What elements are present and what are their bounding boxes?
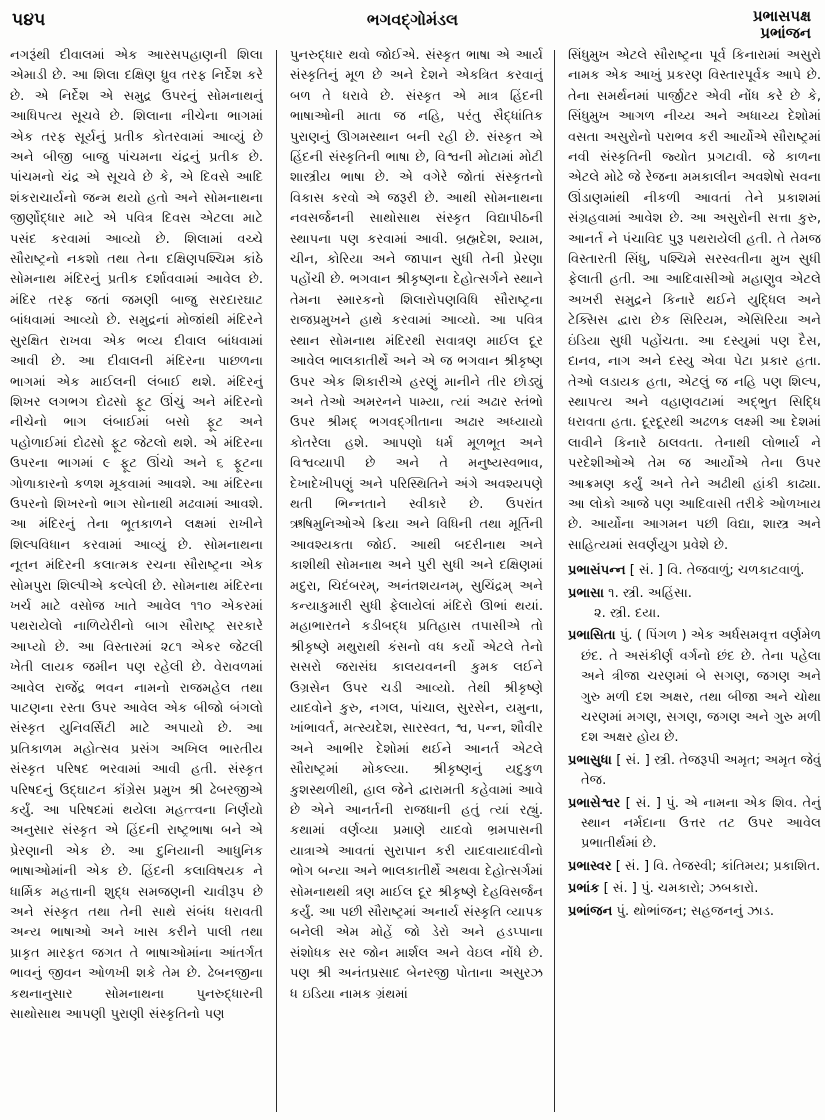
text-column-2 [290,46,543,1116]
entry-definition: ૧. સ્ત્રી. અહિંસા. [608,585,692,601]
column-area [10,46,821,1116]
guide-word-bottom: પ્રભાંજન [760,23,811,42]
dictionary-entry [568,584,821,625]
page-folio-number: ૫૪૫ [12,10,46,30]
entry-headword: પ્રભાસિતા [568,628,616,644]
entry-definition: પું. ( પિંગળ ) એક અર્ધસમવૃત્ત વર્ણમેળ છંદ. તે અસંકીર્ણ વર્ગનો છંદ છે. તેના પહેલા અને ત્રીજા ચરણમાં બે સગણ, જગણ અને ગુરુ મળી દશ અક્ષર, તથા બીજા અને ચોથા ચરણમાં મગણ, સગણ, જગણ અને ગુરુ મળી દશ અક્ષર હોય છે. [581,628,821,746]
entry-headword: પ્રભાસેશ્વર [568,795,621,811]
dictionary-entry [568,879,821,899]
guide-word-top: પ્રભાસપક્ષ [752,7,811,25]
entry-definition: [ સં. ] સ્ત્રી. તેજરૂપી અમૃત; અમૃત જેવું તેજ. [581,752,821,789]
entry-headword: પ્રભાંક [568,881,600,897]
column-divider-rule-2 [554,50,555,1112]
entry-headword: પ્રભાસુધા [568,752,612,768]
dictionary-entry [568,857,821,877]
text-column-1 [10,46,263,1116]
dictionary-entry [568,794,821,855]
entry-headword: પ્રભાંજન [568,903,613,919]
body-paragraph: પુનરુદ્ધાર થવો જોઈએ. સંસ્કૃત ભાષા એ આર્ય સંસ્કૃતિનું મૂળ છે અને દેશને એકત્રિત કરવાનું બળ તે ધરાવે છે. સંસ્કૃત એ માત્ર હિંદની ભાષાઓની માતા જ નહિ, પરંતુ સૈદ્ધાંતિક પુરાણનું ઊગમસ્થાન બની રહી છે. સંસ્કૃત એ હિંદની સંસ્કૃતિની ભાષા છે, વિશ્વની મોટામાં મોટી શાસ્ત્રીય ભાષા છે. એ વગેરે જોતાં સંસ્કૃતનો વિકાસ કરવો એ જરૂરી છે. આથી સોમનાથના નવસર્જનની સાથોસાથ સંસ્કૃત વિદ્યાપીઠની સ્થાપના પણ કરવામાં આવી. બ્રહ્મદેશ, શ્યામ, ચીન, કોરિયા અને જાપાન સુધી તેની પ્રેરણા પહોંચી છે. ભગવાન શ્રીકૃષ્ણના દેહોત્સર્ગને સ્થાને તેમના સ્મારકનો શિલારોપણવિધિ સૌરાષ્ટ્રના રાજપ્રમુખને હાથે કરવામાં આવ્યો. આ પવિત્ર સ્થાન સોમનાથ મંદિરથી સવાત્રણ માઈલ દૂર આવેલ ભાલકાતીર્થે અને એ જ ભગવાન શ્રીકૃષ્ણ ઉપર એક શિકારીએ હરણું માનીને તીર છોડ્યું અને તેઓ અમરનને પામ્યા, ત્યાં અઢાર સ્તંભો ઉપર શ્રીમદ્ ભગવદ્ગીતાના અઢાર અધ્યાયો કોતરેલા હશે. આપણો ધર્મ મૂળભૂત અને વિશ્વવ્યાપી છે અને તે મનુષ્યસ્વભાવ, દેખાદેખીપણું અને પરિસ્થિતિને અંગે અવશ્યપણે થતી ભિન્નતાને સ્વીકારે છે. ઉપરાંત ઋષિમુનિઓએ ક્રિયા અને વિધિની તથા મૂર્તિની આવશ્યકતા જોઈ. આથી બદરીનાથ અને કાશીથી સોમનાથ અને પુરી સુધી અને દક્ષિણમાં મદુરા, ચિદંબરમ્, અનંતશયનમ્, સુચિંદ્રમ્ અને કન્યાકુમારી સુધી ફેલાયેલાં મંદિરો ઊભાં થયાં. મહાભારતને કડીબદ્ધ પ્રતિહાસ તપાસીએ તો શ્રીકૃષ્ણે મથુરાથી કંસનો વધ કર્યો એટલે તેનો સસરો જરાસંઘ કાલયવનની કુમક લઈને ઉગ્રસેન ઉપર ચડી આવ્યો. તેથી શ્રીકૃષ્ણે યાદવોને કુરુ, નગલ, પાંચાલ, સુરસેન, યમુના, ખાંભાવર્ત, મત્સ્યદેશ, સારસ્વત, શ્વ, પન્ન, શૌવીર અને આભીર દેશોમાં થઈને આનર્ત એટલે સૌરાષ્ટ્રમાં મોકલ્યા. શ્રીકૃષ્ણનું યદુકુળ કુશસ્થળીથી, હાલ જેને દ્વારામતી કહેવામાં આવે છે એને આનર્તની રાજધાની હતું ત્યાં રહ્યું. કથામાં વર્ણવ્યા પ્રમાણે યાદવો ભ્રમપાસની યાત્રાએ આવતાં સુરાપાન કરી યાદવાયાદવીનો ભોગ બન્યા અને ભાલકાતીર્થે અથવા દેહોત્સર્ગમાં સોમનાથથી ત્રણ માઈલ દૂર શ્રીકૃષ્ણે દેહવિસર્જન કર્યું. આ પછી સૌરાષ્ટ્રમાં અનાર્ય સંસ્કૃતિ વ્યાપક બનેલી એમ મોહેં જો ડેરો અને હડપ્પાના સંશોધક સર જોન માર્શલ અને વેઇલ નોંધે છે. પણ શ્રી અનંતપ્રસાદ બેનરજી પોતાના અસુરઝ ધ ઇડિયા નામક ગ્રંથમાં [290,48,543,1002]
entry-headword: પ્રભાસ્વર [568,858,612,874]
guide-words [753,8,811,42]
column-divider-rule-1 [276,50,277,1112]
entry-definition: પું. થોભાંજન; સહજનનું ઝાડ. [616,903,775,919]
body-paragraph: સિંધુમુખ એટલે સૌરાષ્ટ્રના પૂર્વ કિનારામાં અસુરો નામક એક આખું પ્રકરણ વિસ્તારપૂર્વક આપે છે. તેના સમર્થનમાં પાર્જીટર એવી નોંધ કરે છે કે, સિંધુમુખ આગળ નીચ્ય અને અધાચ્ય દેશોમાં વસતા અસુરોનો પરાભવ કરી આર્યોએ સૌરાષ્ટ્રમાં નવી સંસ્કૃતિની જ્યોત પ્રગટાવી. જે કાળના એટલે મોઢે જે રેજના મમકાલીન અવશેષો સવના ઊંડાણમાંથી નીકળી આવતાં તેને પ્રકાશમાં સંગ્રહવામાં આવેશ છે. આ અસુરોની સત્તા કુરુ, આનર્ત ને પંચાવિદ પુરૂ પથરાયેલી હતી. તે તેમજ વિસ્તારતી સિંધુ, પશ્ચિમે સરસ્વતીના મુખ સુધી ફેલાતી હતી. આ આદિવાસીઓ મહાણુવ એટલે અખરી સમુદ્રને કિનારે થઈને યુદ્ધિલ અને ટેક્સિસ દ્વારા છેક સિરિયમ, એસિરિયા અને ઇંડિયા સુધી પહોંચતા. આ દસ્યુમાં પણ દૈસ, દાનવ, નાગ અને દસ્યુ એવા પેટા પ્રકાર હતા. તેઓ લડાયક હતા, એટલું જ નહિ પણ શિલ્પ, સ્થાપત્ય અને વહાણવટામાં અદ્ભુત સિદ્ધિ ધરાવતા હતા. દૂરદૂરથી અઢળક લક્ષ્મી આ દેશમાં લાવીને કિનારે ઠાલવતા. તેનાથી લોભાર્ય ને પરદેશીઓએ તેમ જ આર્યોએ તેના ઉપર આક્રમણ કર્યું અને તેને અઢીથી હાંકી કાઢ્યા. આ લોકો આજે પણ આદિવાસી તરીકે ઓળખાય છે. આર્યોના આગમન પછી વિદ્યા, શાસ્ત્ર અને સાહિત્યમાં સવર્ણયુગ પ્રવેશે છે. [568,48,821,553]
dictionary-entry [568,751,821,792]
entry-definition: [ સં. ] વિ. તેજસ્વી; કાંતિમય; પ્રકાશિત. [615,858,821,874]
entry-sense: ૨. સ્ત્રી. દયા. [594,605,661,621]
text-column-3 [568,46,821,1116]
entry-headword: પ્રભાસા [568,585,604,601]
body-paragraph: નગરૂંથી દીવાલમાં એક આરસપહાણની શિલા એમાડી છે. આ શિલા દક્ષિણ ધ્રુવ તરફ નિર્દેશ કરે છે. એ નિર્દેશ એ સમુદ્ર ઉપરનું સોમનાથનું આધિપત્ય સૂચવે છે. શિલાના નીચેના ભાગમાં એક તરફ સૂર્યનું પ્રતીક કોતરવામાં આવ્યું છે અને બીજી બાજુ પાંચમના ચંદ્રનું પ્રતીક છે. પાંચમનો ચંદ્ર એ સૂચવે છે કે, એ દિવસે આદિ શંકરાચાર્યનો જન્મ થયો હતો અને સોમનાથના જીર્ણોદ્ધાર માટે એ પવિત્ર દિવસ એટલા માટે પસંદ કરવામાં આવ્યો છે. શિલામાં વચ્ચે સૌરાષ્ટ્રનો નકશો તથા તેના દક્ષિણપશ્ચિમ કાંઠે સોમનાથ મંદિરનું પ્રતીક દર્શાવવામાં આવેલ છે. મંદિર તરફ જતાં જમણી બાજુ સરદારઘાટ બાંધવામાં આવ્યો છે. સમુદ્રનાં મોજાંથી મંદિરને સુરક્ષિત રાખવા એક ભવ્ય દીવાલ બાંધવામાં આવી છે. આ દીવાલની મંદિરના પાછળના ભાગમાં એક માઈલની લંબાઈ થશે. મંદિરનું શિખર લગભગ દોઢસો ફૂટ ઊંચું અને મંદિરનો નીચેનો ભાગ લંબાઈમાં બસો ફૂટ અને પહોળાઈમાં દોઢસો ફૂટ જેટલો થશે. એ મંદિરના ઉપરના ભાગમાં ૯ ફૂટ ઊંચો અને ૬ ફૂટના ગોળાકારનો કળશ મૂકવામાં આવશે. આ મંદિરના ઉપરનો શિખરનો ભાગ સોનાથી મઢવામાં આવશે. આ મંદિરનું તેના ભૂતકાળને લક્ષમાં રાખીને શિલ્પવિધાન કરવામાં આવ્યું છે. સોમનાથના નૂતન મંદિરની કલાત્મક રચના સૌરાષ્ટ્રના એક સોમપુરા શિલ્પીએ કલ્પેલી છે. સોમનાથ મંદિરના ખર્ચ માટે વસોજ ખાતે આવેલ ૧૧૦ એકરમાં પથરાયેલો નાળિયેરીનો બાગ સૌરાષ્ટ્ર સરકારે આપ્યો છે. આ વિસ્તારમાં ૨૮૧ એકર જેટલી ખેતી લાયક જમીન પણ રહેલી છે. વેરાવળમાં આવેલ રાજેંદ્ર ભવન નામનો રાજમહેલ તથા પાટણના રસ્તા ઉપર આવેલ એક બીજો બંગલો સંસ્કૃત યુનિવર્સિટી માટે અપાયો છે. આ પ્રતિકાળમ મહોત્સવ પ્રસંગ અખિલ ભારતીય સંસ્કૃત પરિષદ ભરવામાં આવી હતી. સંસ્કૃત પરિષદનું ઉદ્ઘાટન કૉંગ્રેસ પ્રમુખ શ્રી ઢેબરજીએ કર્યું. આ પરિષદમાં થયેલા મહત્ત્વના નિર્ણયો અનુસાર સંસ્કૃત એ હિંદની રાષ્ટ્રભાષા બને એ પ્રેરણાની એક છે. આ દુનિયાની આધુનિક ભાષાઓમાંની એક છે. હિંદની કલાવિષયક ને ધાર્મિક મહત્તાની શુદ્ધ સમજણની ચાવીરૂપ છે અને સંસ્કૃત તથા તેની સાથે સંબંધ ધરાવતી અન્ય ભાષાઓ અને ખાસ કરીને પાલી તથા પ્રાકૃત મારફત જગત તે ભાષાઓમાંના આંતર્ગત ભાવનું જીવન ઓળખી શકે તેમ છે. ઢેબનજીના કથનાનુસાર સોમનાથના પુનરુદ્ધારની સાથોસાથ આપણી પુરાણી સંસ્કૃતિનો પણ [10,48,263,1023]
entry-definition: [ સં. ] વિ. તેજવાળું; ચળકાટવાળું. [629,563,805,579]
dictionary-entry [568,561,821,581]
entry-headword: પ્રભાસંપન્ન [568,563,626,579]
entry-definition: [ સં. ] પું. એ નામના એક શિવ. તેનું સ્થાન નર્મદાના ઉત્તર તટ ઉપર આવેલ પ્રભાતીર્થમાં છે. [581,795,821,852]
entry-definition: [ સં. ] પું. ચમકારો; ઝબકારો. [603,881,759,897]
dictionary-entry [568,626,821,748]
dictionary-entry [568,902,821,922]
book-title: ભગવદ્ગોમંડલ [366,10,459,29]
